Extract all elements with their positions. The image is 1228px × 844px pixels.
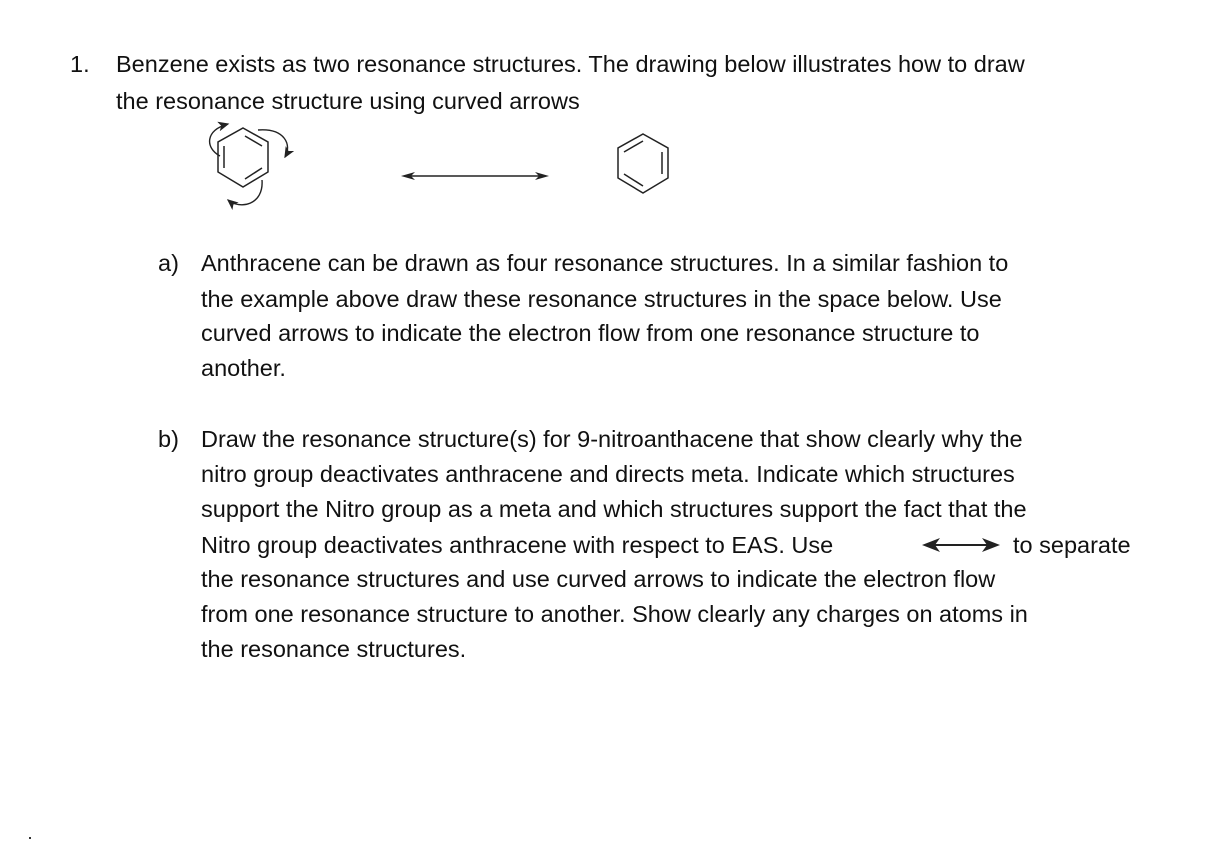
question-line-2: the resonance structure using curved arrows [116, 88, 580, 114]
part-a-label: a) [158, 250, 179, 276]
part-b-line-2: nitro group deactivates anthracene and directs meta. Indicate which structures [201, 461, 1015, 487]
part-a-line-1: Anthracene can be drawn as four resonance structures. In a similar fashion to [201, 250, 1009, 276]
inline-resonance-arrow-icon [922, 538, 1000, 552]
part-a-line-3: curved arrows to indicate the electron flow from one resonance structure to [201, 320, 980, 346]
stray-dot [29, 837, 31, 839]
part-b-line-4: Nitro group deactivates anthracene with respect to EAS. Use [201, 532, 834, 558]
benzene-left-structure [218, 128, 268, 187]
part-b-line-3: support the Nitro group as a meta and which structures support the fact that the [201, 496, 1027, 522]
part-b-label: b) [158, 426, 179, 452]
curved-arrows [210, 124, 288, 205]
part-b-line-6: from one resonance structure to another. Show clearly any charges on atoms in [201, 601, 1028, 627]
part-b-line-5: the resonance structures and use curved arrows to indicate the electron flow [201, 566, 996, 592]
question-number: 1. [70, 51, 90, 77]
part-a-line-4: another. [201, 355, 286, 381]
part-b-line-1: Draw the resonance structure(s) for 9-nitroanthacene that show clearly why the [201, 426, 1023, 452]
part-b-line-4-suffix: to separate [1013, 532, 1131, 558]
part-a-line-2: the example above draw these resonance structures in the space below. Use [201, 286, 1002, 312]
benzene-right-structure [618, 134, 668, 193]
resonance-arrow [401, 172, 549, 180]
part-b-line-7: the resonance structures. [201, 636, 467, 662]
question-line-1: Benzene exists as two resonance structures. The drawing below illustrates how to draw [116, 51, 1025, 77]
